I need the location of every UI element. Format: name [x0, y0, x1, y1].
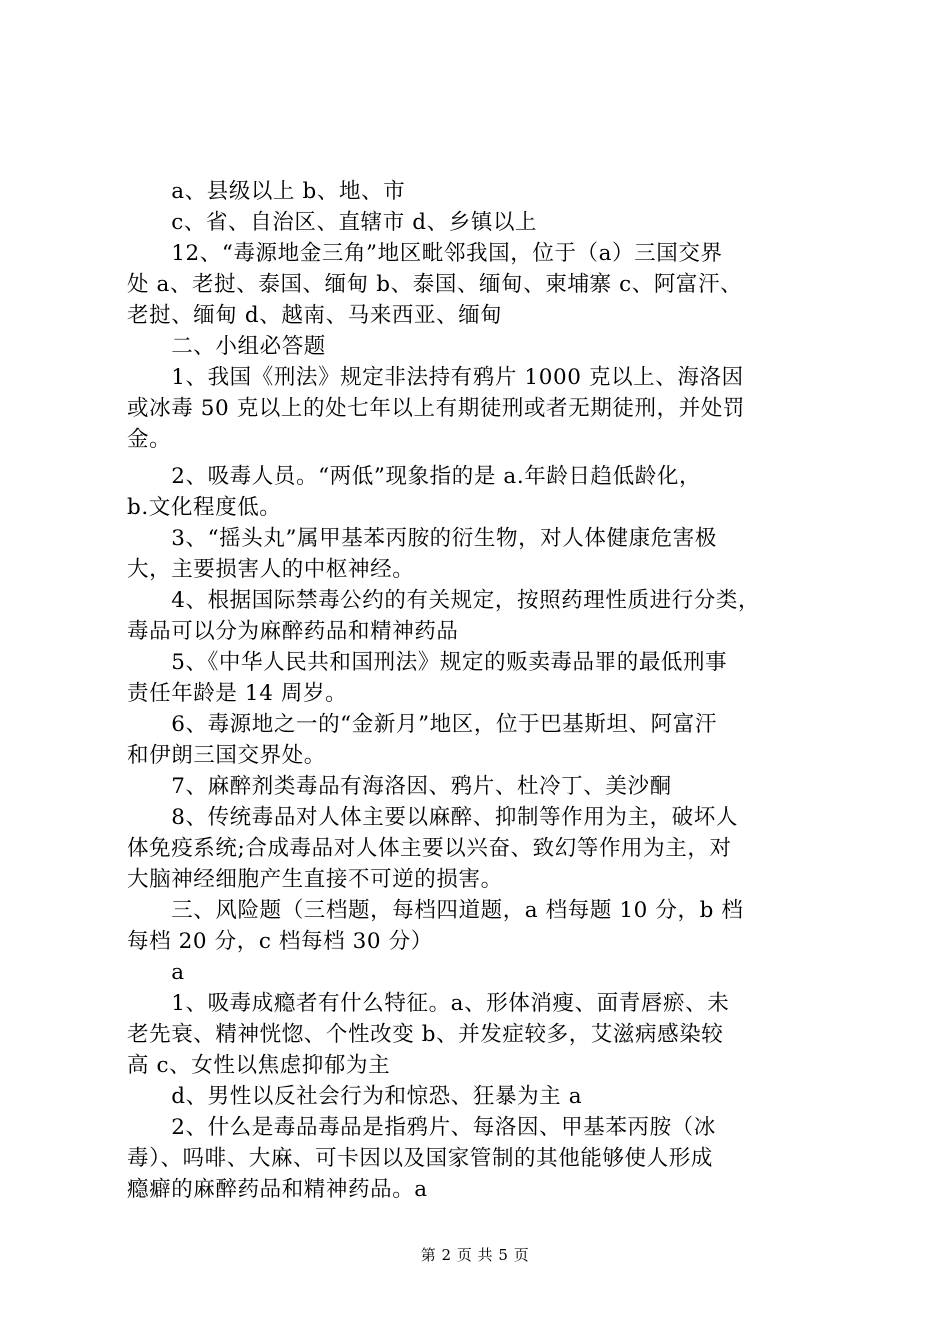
text-line: 2、什么是毒品毒品是指鸦片、每洛因、甲基苯丙胺（冰: [127, 1115, 716, 1140]
text-line: 6、毒源地之一的“金新月”地区，位于巴基斯坦、阿富汗: [127, 712, 717, 737]
text-line: 老先衰、精神恍惚、个性改变 b、并发症较多，艾滋病感染较: [127, 1022, 724, 1047]
text-line: a、县级以上 b、地、市: [127, 179, 406, 204]
subsection-label: a: [127, 960, 185, 985]
text-line: b.文化程度低。: [127, 495, 282, 520]
text-line: d、男性以反社会行为和惊恐、狂暴为主 a: [127, 1084, 583, 1109]
text-line: 体免疫系统;合成毒品对人体主要以兴奋、致幻等作用为主，对: [127, 836, 732, 861]
text-line: 高 c、女性以焦虑抑郁为主: [127, 1053, 391, 1078]
text-line: 或冰毒 50 克以上的处七年以上有期徒刑或者无期徒刑，并处罚: [127, 396, 746, 421]
text-line: 毒品可以分为麻醉药品和精神药品: [127, 619, 459, 644]
text-line: 3、“摇头丸”属甲基苯丙胺的衍生物，对人体健康危害极: [127, 526, 717, 551]
text-line: 大脑神经细胞产生直接不可逆的损害。: [127, 867, 503, 892]
text-line: 每档 20 分，c 档每档 30 分）: [127, 929, 433, 954]
text-line: 和伊朗三国交界处。: [127, 743, 326, 768]
text-line: 大，主要损害人的中枢神经。: [127, 557, 415, 582]
text-line: 7、麻醉剂类毒品有海洛因、鸦片、杜冷丁、美沙酮: [127, 774, 672, 799]
text-line: 2、吸毒人员。“两低”现象指的是 a.年龄日趋低龄化，: [127, 464, 702, 489]
text-line: c、省、自治区、直辖市 d、乡镇以上: [127, 210, 538, 235]
page-number-footer: 第 2 页 共 5 页: [420, 1246, 530, 1264]
text-line: 责任年龄是 14 周岁。: [127, 681, 348, 706]
text-line: 老挝、缅甸 d、越南、马来西亚、缅甸: [127, 303, 503, 328]
text-line: 毒）、吗啡、大麻、可卡因以及国家管制的其他能够使人形成: [127, 1146, 713, 1171]
text-line: 4、根据国际禁毒公约的有关规定，按照药理性质进行分类，: [127, 588, 761, 613]
text-line: 8、传统毒品对人体主要以麻醉、抑制等作用为主，破坏人: [127, 805, 738, 830]
text-line: 1、我国《刑法》规定非法持有鸦片 1000 克以上、海洛因: [127, 365, 744, 390]
text-line: 12、“毒源地金三角”地区毗邻我国，位于（a）三国交界: [127, 241, 723, 266]
text-line: 1、吸毒成瘾者有什么特征。a、形体消瘦、面青唇瘀、未: [127, 991, 730, 1016]
section-heading: 三、风险题（三档题，每档四道题，a 档每题 10 分，b 档: [127, 898, 744, 923]
document-body: [127, 176, 847, 1205]
text-line: 金。: [127, 427, 172, 452]
section-heading: 二、小组必答题: [127, 334, 326, 359]
text-line: 瘾癖的麻醉药品和精神药品。a: [127, 1177, 428, 1202]
text-line: 5、《中华人民共和国刑法》规定的贩卖毒品罪的最低刑事: [127, 650, 728, 675]
text-line: 处 a、老挝、泰国、缅甸 b、泰国、缅甸、柬埔寨 c、阿富汗、: [127, 272, 743, 297]
